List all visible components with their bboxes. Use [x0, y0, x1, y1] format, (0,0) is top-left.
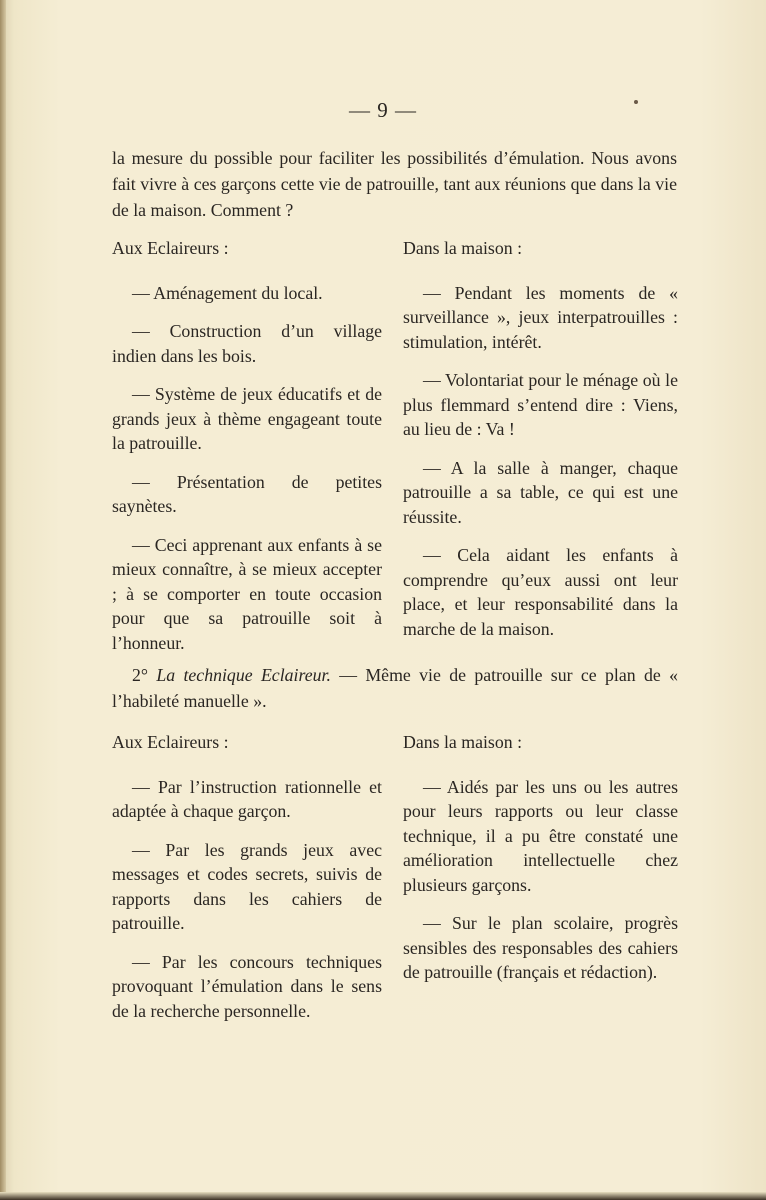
- scouts-column-1: [112, 236, 382, 669]
- list-item: — Présentation de petites saynètes.: [112, 471, 382, 516]
- list-item: — Cela aidant les enfants à comprendre qu’eux aussi ont leur place, et leur responsabilité dans la marche de la maison.: [403, 545, 678, 639]
- house-column-1: [403, 236, 678, 655]
- list-item: — Aménagement du local.: [132, 282, 323, 303]
- list-item: — Par l’instruction rationnelle et adaptée à chaque garçon.: [112, 776, 382, 821]
- intro-text: la mesure du possible pour faciliter les possibilités d’émulation. Nous avons fait vivre à ces garçons cette vie de patrouille, tant aux réunions que dans la vie de la maison. Comment ?: [112, 148, 677, 220]
- section-number: 2°: [132, 665, 149, 685]
- list-item: — Par les grands jeux avec messages et codes secrets, suivis de rapports dans les cahiers de patrouille.: [112, 839, 382, 933]
- list-item: — Construction d’un village indien dans les bois.: [112, 321, 382, 366]
- list-item: — A la salle à manger, chaque patrouille a sa table, ce qui est une réussite.: [403, 457, 678, 527]
- list-item: — Sur le plan scolaire, progrès sensibles des responsables des cahiers de patrouille (français et rédaction).: [403, 913, 678, 982]
- column-heading: Aux Eclaireurs :: [112, 732, 229, 752]
- list-item: — Par les concours techniques provoquant l’émulation dans le sens de la recherche personnelle.: [112, 951, 382, 1021]
- section-2-paragraph: [112, 662, 678, 714]
- list-item: — Pendant les moments de « surveillance », jeux interpatrouilles : stimulation, intérêt.: [403, 282, 678, 352]
- section-2-text: [112, 662, 678, 714]
- page-bottom-edge: [0, 1192, 766, 1200]
- section-title: La technique Eclaireur.: [156, 665, 331, 685]
- column-heading: Aux Eclaireurs :: [112, 238, 229, 258]
- column-heading: Dans la maison :: [403, 732, 523, 752]
- page-left-edge: [0, 0, 6, 1200]
- section-body: — Même vie de patrouille sur ce plan de « l’habileté manuelle ».: [112, 665, 678, 711]
- list-item: — Volontariat pour le ménage où le plus flemmard s’entend dire : Viens, au lieu de : Va !: [403, 370, 678, 439]
- house-column-2: [403, 730, 678, 999]
- list-item: — Ceci apprenant aux enfants à se mieux connaître, à se mieux accepter ; à se comporter en toute occasion pour que sa patrouille soit à l’honneur.: [112, 534, 382, 653]
- page-number: — 9 —: [349, 98, 417, 122]
- list-item: — Aidés par les uns ou les autres pour leurs rapports ou leur classe technique, il a pu être constaté une amélioration intellectuelle chez plusieurs garçons.: [403, 776, 678, 895]
- intro-paragraph: [112, 145, 677, 223]
- scouts-column-2: [112, 730, 382, 1037]
- list-item: — Système de jeux éducatifs et de grands jeux à thème engageant toute la patrouille.: [112, 384, 382, 453]
- column-heading: Dans la maison :: [403, 238, 523, 258]
